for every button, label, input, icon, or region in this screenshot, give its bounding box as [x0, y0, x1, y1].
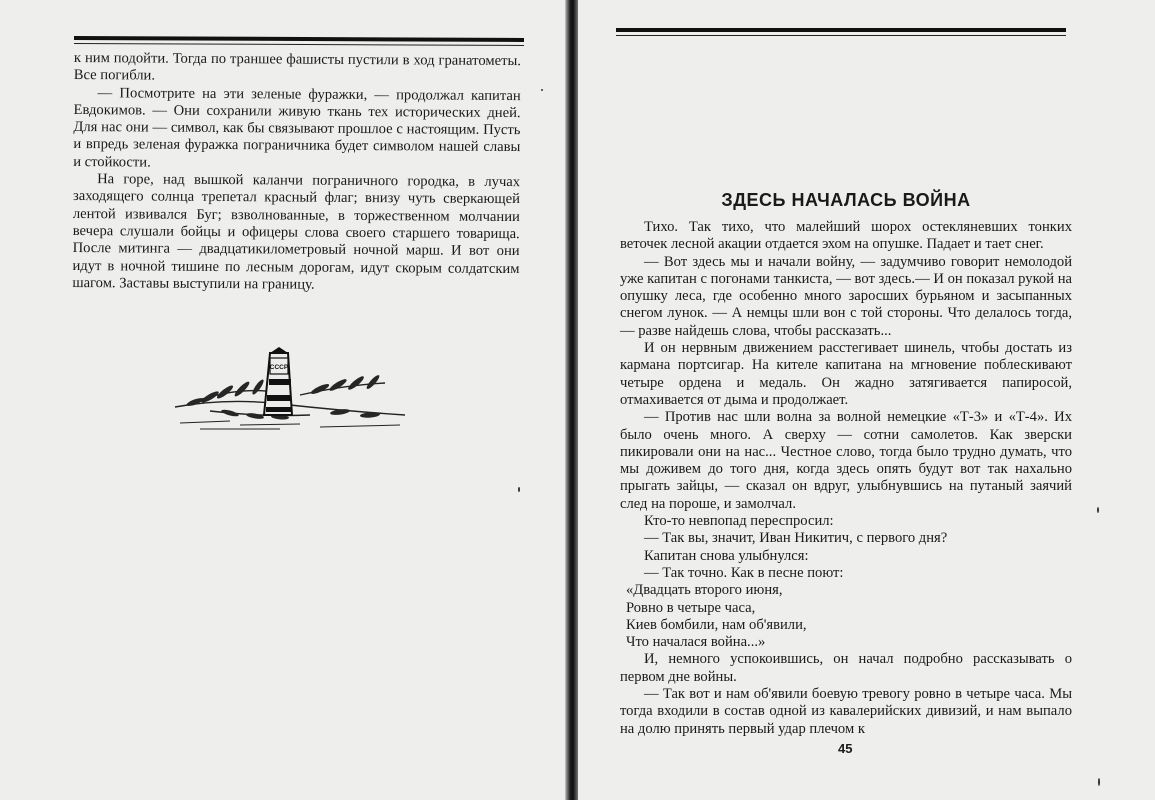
header-rule [616, 28, 1066, 36]
paragraph: — Посмотрите на эти зеленые фуражки, — продолжал капитан Евдокимов. — Они сохранили живую ткань тех исторических дней. Для нас они — символ, как бы связывают прошлое с настоящим. Пусть и впредь зеленая фуражка пограничника будет символом нашей славы и стойкости. [73, 84, 521, 171]
paragraph: к ним подойти. Тогда по траншее фашисты пустили в ход гранатометы. Все погибли. [73, 50, 521, 84]
border-post-label: СССР [269, 364, 289, 371]
paragraph: — Так точно. Как в песне поют: [644, 564, 844, 581]
paragraph: — Против нас шли волна за волной немецкие «Т-3» и «Т-4». Их было очень много. А сверху — сотни самолетов. Как зверски пикировали они на нас... Честное слово, тогда было трудно думать, что мы доживем до того дня, когда здесь опять будут вот так нахально прыгать зайцы, — сказал он вдруг, улыбнувшись на путаный заячий след на пороше, и замолчал. [620, 409, 1072, 512]
paragraph: — Так вот и нам об'явили боевую тревогу ровно в четыре часа. Мы тогда входили в состав одной из кавалерийских дивизий, и нам выпало на долю принять первый удар плечом к [620, 686, 1072, 737]
page-number: 45 [838, 741, 853, 756]
chapter-title: ЗДЕСЬ НАЧАЛАСЬ ВОЙНА [721, 190, 971, 210]
verse-line: Киев бомбили, нам об'явили, [626, 616, 807, 633]
paragraph: И он нервным движением расстегивает шинель, чтобы достать из кармана портсигар. На кителе капитана на мгновение поблескивают четыре ордена и медаль. Он жадно затягивается папиросой, отмахивается от дыма и продолжает. [620, 340, 1072, 408]
book-gutter [566, 0, 578, 800]
verse-line: Ровно в четыре часа, [626, 599, 756, 616]
verse-line: Что началася война...» [626, 634, 766, 651]
paragraph: — Вот здесь мы и начали войну, — задумчиво говорит немолодой уже капитан с погонами танкиста, — вот здесь.— И он показал рукой на опушку леса, где особенно много заросших бурьяном и засыпанных снегом лунок. — А немцы шли вон с той стороны. Что делалось тогда, — разве найдешь слова, чтобы рассказать... [620, 253, 1072, 339]
paragraph: И, немного успокоившись, он начал подробно рассказывать о первом дне войны. [620, 651, 1072, 685]
left-page [0, 0, 566, 800]
paragraph: Кто-то невпопад переспросил: [644, 513, 834, 530]
paragraph: Капитан снова улыбнулся: [644, 547, 809, 564]
paragraph: — Так вы, значит, Иван Никитич, с первого дня? [644, 530, 948, 547]
right-page-text [620, 219, 1072, 738]
right-page [578, 0, 1155, 800]
border-post-wreath-icon [170, 345, 410, 435]
header-rule [74, 36, 524, 46]
paragraph: На горе, над вышкой каланчи пограничного городка, в лучах заходящего солнца трепетал красный флаг; внизу чуть сверкающей лентой извивался Буг; взволнованные, в торжественном молчании вечера слушали бойцы и офицеры слова своего старшего товарища. После митинга — двадцатикилометровый ночной марш. И вот они идут в ночной тишине по лесным дорогам, идут скорым солдатским шагом. Заставы выступили на границу. [72, 171, 521, 293]
paragraph: Тихо. Так тихо, что малейший шорох остекляневших тонких веточек лесной акации отдается эхом на опушке. Падает и тает снег. [620, 219, 1072, 253]
left-page-text [72, 50, 521, 295]
verse-line: «Двадцать второго июня, [626, 582, 783, 599]
